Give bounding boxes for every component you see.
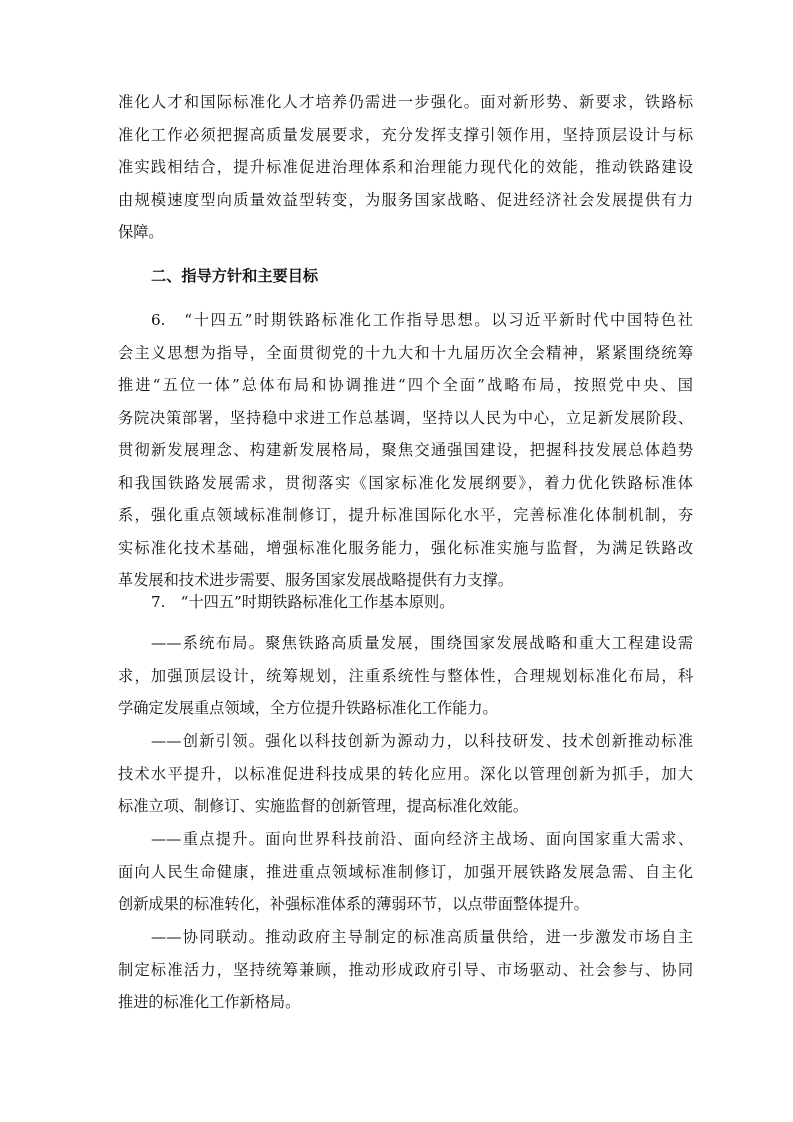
paragraph-innovation-lead: [118, 725, 693, 823]
text-line: 推进的标准化工作新格局。: [118, 993, 301, 1011]
text-line: 制定标准活力，坚持统筹兼顾，推动形成政府引导、市场驱动、社会参与、协同: [118, 960, 693, 979]
text-line: 标准立项、制修订、实施监督的创新管理，提高标准化效能。: [118, 797, 529, 815]
text-line: 学确定发展重点领域，全方位提升铁路标准化工作能力。: [118, 699, 498, 717]
text-line: 和我国铁路发展需求，贯彻落实《国家标准化发展纲要》，着力优化铁路标准体: [118, 473, 693, 492]
paragraph-system-layout: [118, 627, 693, 725]
paragraph-challenges: [118, 86, 693, 249]
text-line: 由规模速度型向质量效益型转变，为服务国家战略、促进经济社会发展提供有力: [118, 190, 693, 209]
text-line: ——创新引领。强化以科技创新为源动力，以科技研发、技术创新推动标准: [151, 732, 693, 750]
text-line: ——协同联动。推动政府主导制定的标准高质量供给，进一步激发市场自主: [151, 928, 693, 946]
text-line: 系，强化重点领域标准制修订，提升标准国际化水平，完善标准化体制机制，夯: [118, 506, 693, 524]
text-line: 保障。: [118, 223, 164, 241]
paragraph-guiding-ideology: [118, 304, 693, 597]
text-line: 会主义思想为指导，全面贯彻党的十九大和十九届历次全会精神，紧紧围绕统筹: [118, 343, 693, 362]
paragraph-focus-improvement: [118, 823, 693, 921]
text-line: 6. “十四五”时期铁路标准化工作指导思想。以习近平新时代中国特色社: [151, 311, 693, 329]
paragraph-basic-principles: [118, 586, 693, 619]
text-line: 贯彻新发展理念、构建新发展格局，聚焦交通强国建设，把握科技发展总体趋势: [118, 441, 693, 459]
text-line: ——系统布局。聚焦铁路高质量发展，围绕国家发展战略和重大工程建设需: [151, 634, 693, 652]
text-line: ——重点提升。面向世界科技前沿、面向经济主战场、面向国家重大需求、: [151, 830, 693, 848]
text-line: 7. “十四五”时期铁路标准化工作基本原则。: [151, 593, 455, 611]
text-line: 实标准化技术基础，增强标准化服务能力，强化标准实施与监督，为满足铁路改: [118, 538, 693, 557]
text-line: 技术水平提升，以标准促进科技成果的转化应用。深化以管理创新为抓手，加大: [118, 764, 693, 783]
text-line: 务院决策部署，坚持稳中求进工作总基调，坚持以人民为中心，立足新发展阶段、: [118, 408, 693, 427]
section-heading: 二、指导方针和主要目标: [151, 267, 319, 285]
paragraph-coordination: [118, 921, 693, 1019]
text-line: 面向人民生命健康，推进重点领域标准制修订，加强开展铁路发展急需、自主化: [118, 862, 693, 881]
text-line: 求，加强顶层设计，统筹规划，注重系统性与整体性，合理规划标准化布局，科: [118, 666, 693, 685]
text-line: 准化人才和国际标准化人才培养仍需进一步强化。面对新形势、新要求，铁路标: [118, 93, 693, 111]
text-line: 准实践相结合，提升标准促进治理体系和治理能力现代化的效能，推动铁路建设: [118, 158, 693, 176]
text-line: 创新成果的标准转化，补强标准体系的薄弱环节，以点带面整体提升。: [118, 895, 589, 913]
text-line: 革发展和技术进步需要、服务国家发展战略提供有力支撑。: [118, 571, 513, 589]
text-line: 推进“五位一体”总体布局和协调推进“四个全面”战略布局，按照党中央、国: [118, 376, 693, 394]
text-line: 准化工作必须把握高质量发展要求，充分发挥支撑引领作用，坚持顶层设计与标: [118, 125, 693, 144]
